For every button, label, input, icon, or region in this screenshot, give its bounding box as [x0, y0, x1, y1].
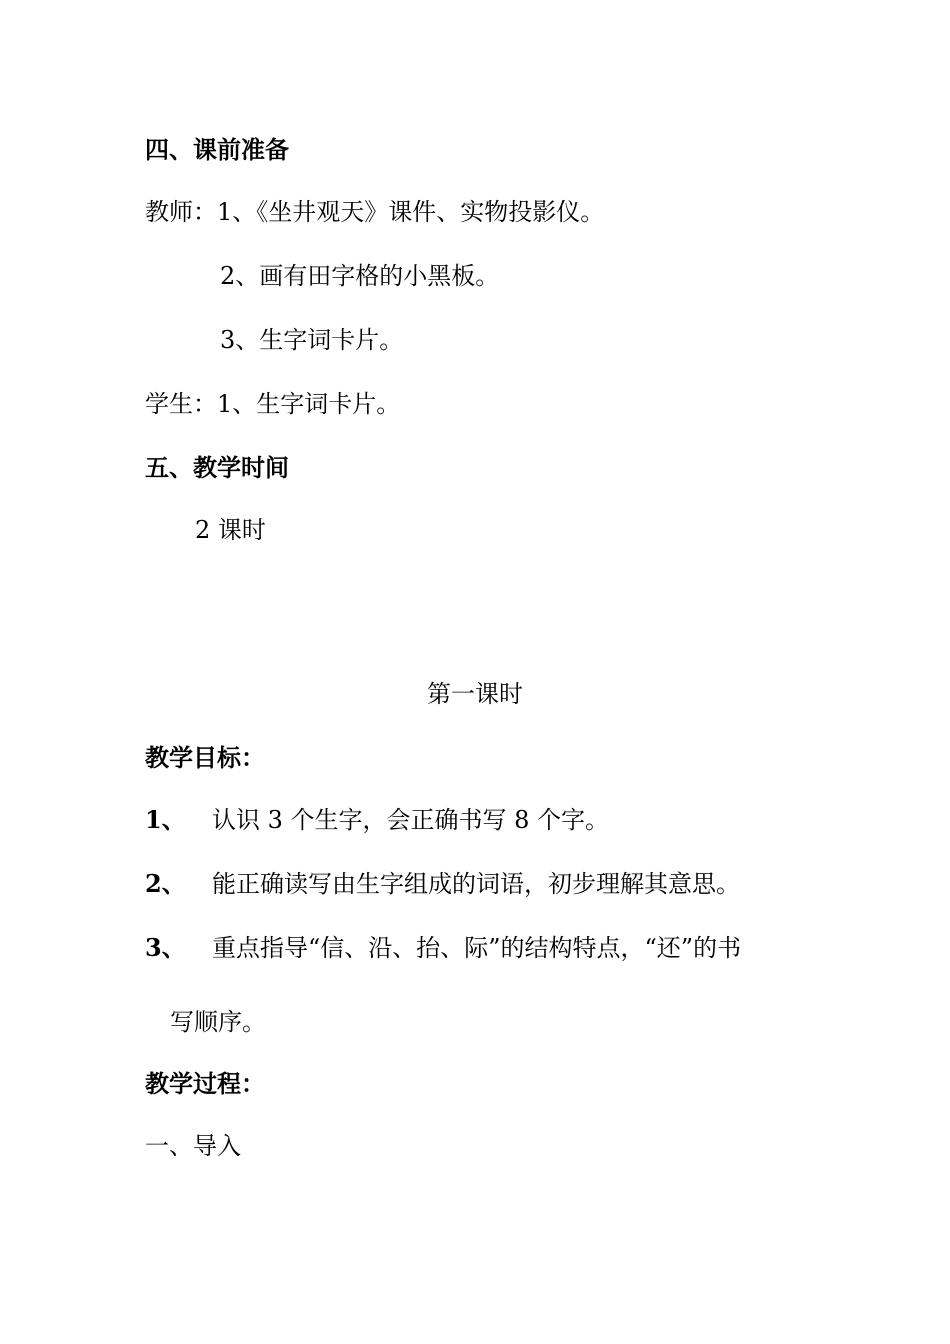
lesson-duration: 2 课时: [195, 516, 266, 544]
section4-heading: 四、课前准备: [145, 135, 289, 164]
goal-text-continuation: 写顺序。: [170, 1008, 266, 1036]
goal-text: 能正确读写由生字组成的词语，初步理解其意思。: [212, 870, 740, 898]
teacher-prep-line1: 教师：1、《坐井观天》课件、实物投影仪。: [145, 198, 605, 226]
goal-text: 重点指导“信、沿、抬、际”的结构特点，“还”的书: [212, 934, 742, 962]
teacher-prep-line2: 2、画有田字格的小黑板。: [220, 262, 500, 290]
lesson1-title: 第一课时: [427, 680, 523, 708]
goal-number: 2、: [145, 869, 186, 898]
process-heading: 教学过程：: [145, 1069, 265, 1098]
goal-number: 3、: [145, 933, 186, 962]
goal-text: 认识 3 个生字，会正确书写 8 个字。: [212, 806, 610, 834]
goal-number: 1、: [145, 805, 186, 834]
student-prep-line1: 学生：1、生字词卡片。: [145, 390, 401, 418]
process-step-intro: 一、导入: [145, 1132, 241, 1160]
section5-heading: 五、教学时间: [145, 453, 289, 482]
teacher-prep-line3: 3、生字词卡片。: [220, 326, 404, 354]
goals-heading: 教学目标：: [145, 743, 265, 772]
